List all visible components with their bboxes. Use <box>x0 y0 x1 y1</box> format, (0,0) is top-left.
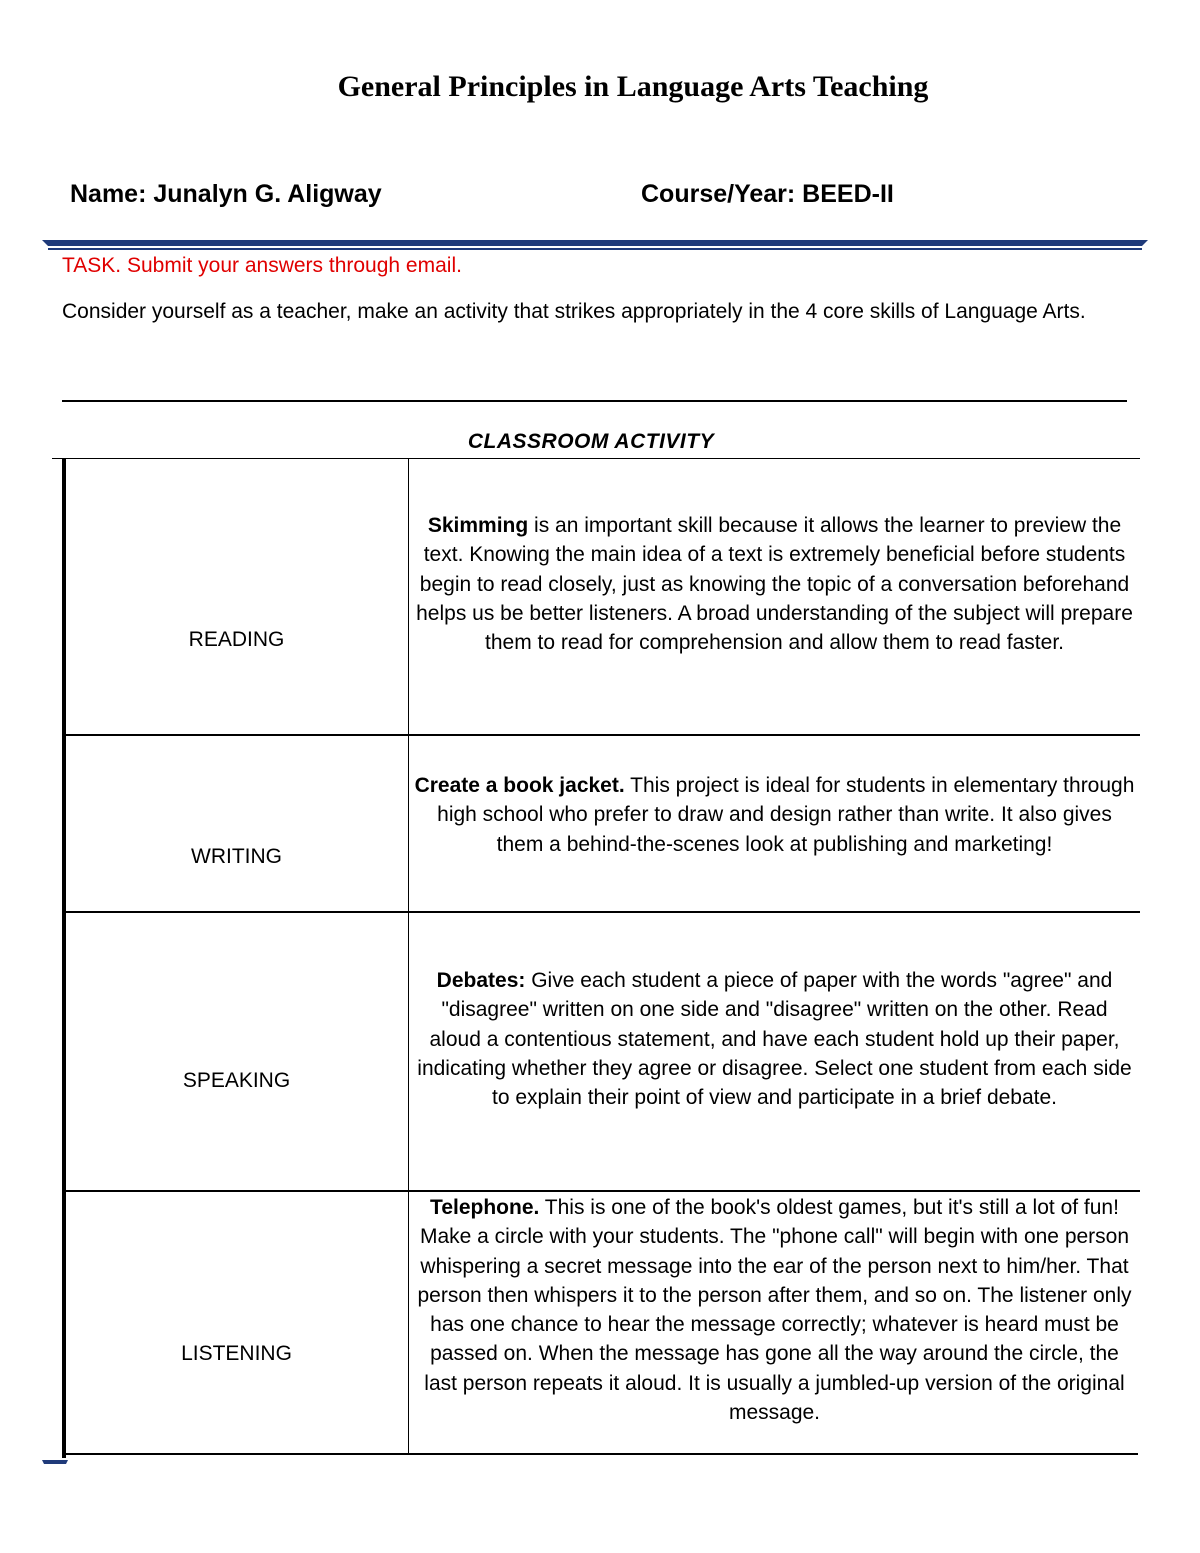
activity-body: This project is ideal for students in elementary through high school who prefer to draw and design rather than write. It also gives them a behind-the-scenes look at publishing and marketing! <box>437 774 1135 856</box>
skill-label: WRITING <box>191 844 282 868</box>
activity-description <box>409 913 1140 1190</box>
skill-label: READING <box>188 628 285 651</box>
task-text: TASK. Submit your answers through email. <box>62 254 462 277</box>
table-row-speaking <box>65 913 1140 1190</box>
activity-heading: CLASSROOM ACTIVITY <box>467 430 715 453</box>
activity-title: Create a book jacket. <box>414 774 625 797</box>
table-row-writing <box>65 736 1140 911</box>
activity-description <box>409 736 1140 911</box>
skill-label: SPEAKING <box>182 1068 291 1092</box>
footer-divider <box>42 1457 68 1467</box>
activity-description <box>409 460 1140 734</box>
activity-description <box>409 1192 1140 1453</box>
table-top-border <box>52 458 1140 459</box>
instructions-text: Consider yourself as a teacher, make an activity that strikes appropriately in the 4 core skills of Language Arts. <box>62 300 1086 323</box>
table-row-reading <box>65 460 1140 734</box>
activity-title: Telephone. <box>430 1196 540 1219</box>
activity-body: Give each student a piece of paper with the words "agree" and "disagree" written on one side and "disagree" written on the other. Read aloud a contentious statement, and have each student hold up their paper, indicating whether they agree or disagree. Select one student from each side to explain their point of view and participate in a brief debate. <box>417 969 1132 1110</box>
activity-title: Debates: <box>436 969 526 992</box>
table-row-listening <box>65 1192 1140 1453</box>
skill-label: LISTENING <box>181 1341 292 1365</box>
activity-title: Skimming <box>427 514 529 537</box>
course-year: Course/Year: BEED-II <box>641 180 894 208</box>
page-title: General Principles in Language Arts Teaching <box>337 70 929 103</box>
table-bottom-border <box>65 1453 1138 1455</box>
activity-body: This is one of the book's oldest games, but it's still a lot of fun! Make a circle with your students. The "phone call" will begin with one person whispering a secret message into the ear of the person next to him/her. That person then whispers it to the person after them, and so on. The listener only has one chance to hear the message correctly; whatever is heard must be passed on. When the message has gone all the way around the circle, the last person repeats it aloud. It is usually a jumbled-up version of the original message. <box>417 1196 1132 1425</box>
activity-body: is an important skill because it allows the learner to preview the text. Knowing the main idea of a text is extremely beneficial before students begin to read closely, just as knowing the topic of a conversation beforehand helps us be better listeners. A broad understanding of the subject will prepare them to read for comprehension and allow them to read faster. <box>416 514 1133 655</box>
student-name: Name: Junalyn G. Aligway <box>70 180 382 208</box>
